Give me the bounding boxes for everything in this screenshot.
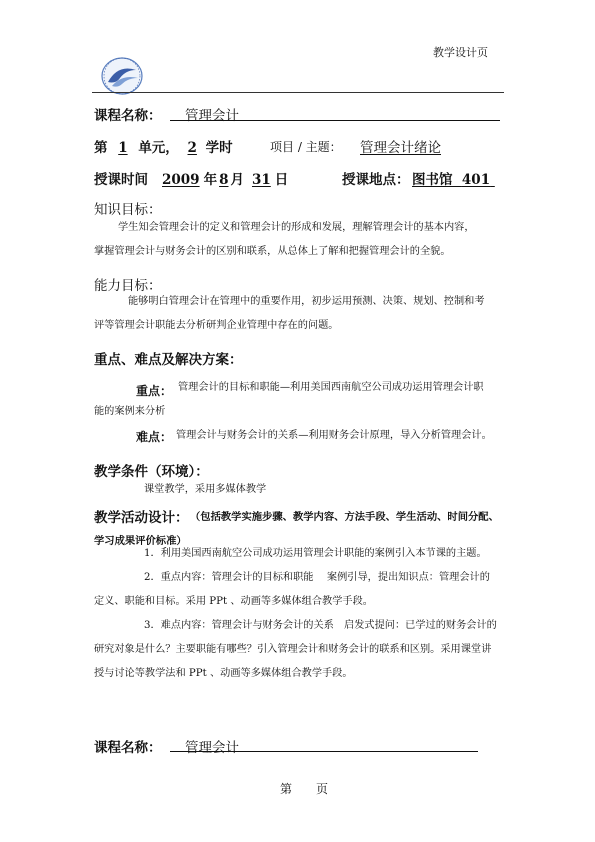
unit-prefix: 第: [94, 140, 108, 156]
activity-line-4: 3．难点内容：管理会计与财务会计的关系 启发式提问：已学过的财务会计的: [144, 620, 497, 631]
place-label: 授课地点：: [342, 172, 410, 188]
knowledge-title: 知识目标：: [94, 202, 162, 218]
day-suffix: 日: [274, 172, 289, 188]
page-number-footer: 第 页: [280, 782, 329, 796]
ability-title: 能力目标：: [94, 278, 162, 294]
year-value: 2009: [162, 172, 200, 188]
ability-line-1: 能够明白管理会计在管理中的重要作用，初步运用预测、决策、规划、控制和考: [128, 296, 485, 307]
year-suffix: 年: [203, 172, 218, 188]
course-label: 课程名称：: [94, 108, 162, 124]
month-value: 8: [219, 172, 229, 188]
ability-line-2: 评等管理会计职能去分析研判企业管理中存在的问题。: [94, 320, 339, 331]
keypoints-title: 重点、难点及解决方案：: [94, 352, 243, 368]
unit-number: 1: [118, 140, 128, 156]
activities-title: 教学活动设计：: [94, 510, 189, 526]
key-line-2: 能的案例来分析: [94, 406, 166, 417]
place-value: [412, 168, 495, 188]
topic-label: 项目 / 主题：: [270, 140, 342, 154]
course-name: 管理会计: [185, 108, 239, 124]
activity-line-1: 1．利用美国西南航空公司成功运用管理会计职能的案例引入本节课的主题。: [144, 548, 487, 559]
school-emblem-logo: [100, 56, 144, 96]
activity-line-2: 2．重点内容：管理会计的目标和职能 案例引导，提出知识点：管理会计的: [144, 572, 490, 583]
course-underline: [170, 120, 500, 121]
course-2-name: 管理会计: [185, 740, 239, 756]
hours-suffix: 学时: [205, 140, 233, 156]
conditions-text: 课堂教学，采用多媒体教学: [144, 484, 267, 495]
activity-line-3: 定义、职能和目标。采用 PPt 、动画等多媒体组合教学手段。: [94, 596, 373, 607]
activities-note-2: 学习成果评价标准）: [94, 535, 187, 547]
day-value: 31: [251, 172, 271, 188]
room-number: 401: [461, 172, 491, 188]
course-2-label: 课程名称：: [94, 740, 162, 756]
header-rule: [92, 92, 504, 93]
unit-line: [94, 136, 233, 156]
activity-line-6: 授与讨论等教学法和 PPt 、动画等多媒体组合教学手段。: [94, 668, 353, 679]
activity-line-5: 研究对象是什么？主要职能有哪些？引入管理会计和财务会计的联系和区别。采用课堂讲: [94, 644, 492, 655]
difficulty-label: 难点：: [136, 430, 173, 444]
class-hours: 2: [187, 140, 197, 156]
month-suffix: 月: [230, 172, 244, 188]
key-line-1: 管理会计的目标和职能—利用美国西南航空公司成功运用管理会计职: [178, 382, 484, 393]
place-name: 图书馆: [412, 172, 453, 188]
page-type-header: 教学设计页: [433, 46, 488, 59]
difficulty-line: 管理会计与财务会计的关系—利用财务会计原理，导入分析管理会计。: [176, 430, 492, 441]
topic-value: 管理会计绪论: [360, 140, 441, 156]
key-label: 重点：: [136, 384, 173, 398]
unit-suffix: 单元，: [138, 140, 179, 156]
knowledge-line-1: 学生知会管理会计的定义和管理会计的形成和发展，理解管理会计的基本内容，: [118, 222, 475, 233]
time-label: 授课时间: [94, 172, 148, 188]
activities-note-1: （包括教学实施步骤、教学内容、方法手段、学生活动、时间分配、: [190, 511, 499, 523]
knowledge-line-2: 掌握管理会计与财务会计的区别和联系，从总体上了解和把握管理会计的全貌。: [94, 246, 451, 257]
course-2-underline: [170, 751, 478, 752]
conditions-title: 教学条件（环境）：: [94, 464, 209, 480]
schedule-time: [94, 168, 288, 188]
